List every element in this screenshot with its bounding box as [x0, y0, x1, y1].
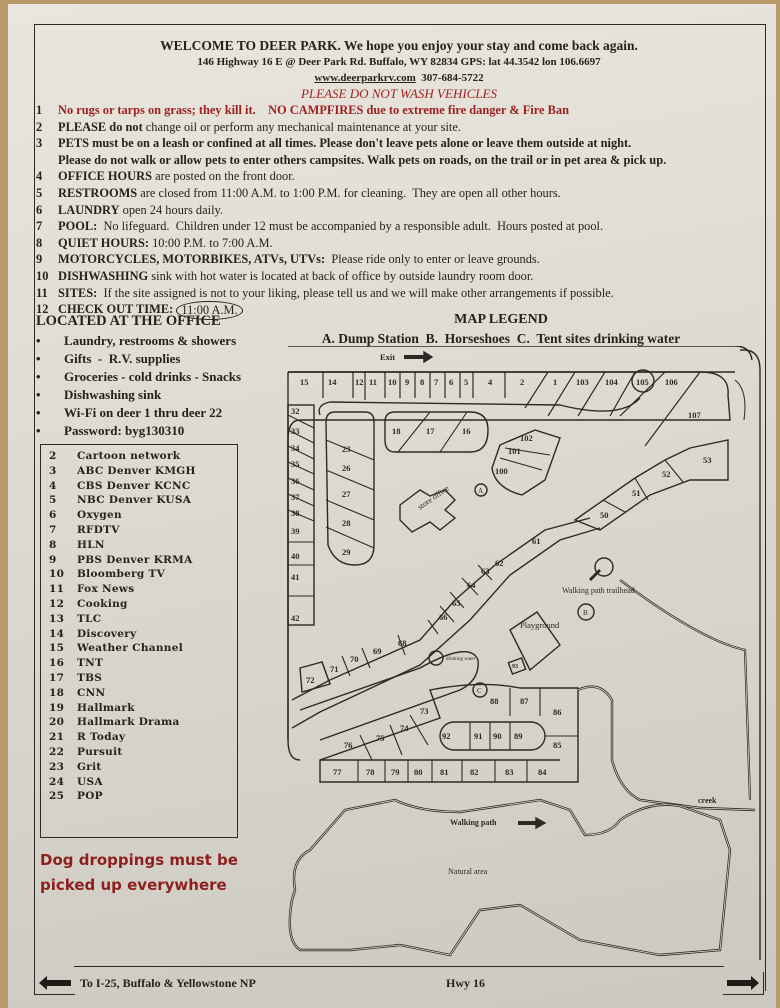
channel-number: 21 [49, 731, 65, 744]
channel-name: Cooking [77, 597, 128, 610]
contact-line [34, 72, 764, 84]
svg-text:34: 34 [291, 443, 300, 453]
tv-channel-row [41, 641, 237, 656]
rule-4: 4 OFFICE HOURS are posted on the front door. [36, 169, 295, 184]
channel-name: HLN [77, 538, 105, 551]
svg-text:8: 8 [420, 377, 425, 387]
rule-7: 7 POOL: No lifeguard. Children under 12 must be accompanied by a responsible adult. Hours posted at pool. [36, 219, 604, 234]
rule-9: 9 MOTORCYCLES, MOTORBIKES, ATVs, UTVs: Please ride only to enter or leave grounds. [36, 252, 540, 267]
svg-text:39: 39 [291, 526, 300, 536]
tv-channel-row [41, 715, 237, 730]
svg-text:92: 92 [442, 731, 451, 741]
walking-trailhead-label: Walking path trailhead [562, 586, 635, 595]
svg-text:81: 81 [440, 767, 449, 777]
rule-3: 3 PETS must be on a leash or confined at all times. Please don't leave pets alone or leave them outside at night. [36, 136, 632, 151]
bullet-icon: • [36, 369, 41, 384]
tv-channel-row [41, 627, 237, 642]
channel-name: NBC Denver KUSA [77, 494, 192, 507]
svg-text:85: 85 [553, 740, 562, 750]
svg-text:62: 62 [495, 558, 504, 568]
tv-channel-row [41, 567, 237, 582]
bullet-icon: • [36, 387, 41, 402]
walking-path-label: Walking path [450, 818, 497, 827]
office-item-password: • Password: byg130310 [36, 423, 185, 438]
svg-text:27: 27 [342, 489, 351, 499]
svg-text:82: 82 [470, 767, 479, 777]
map-legend [296, 312, 706, 347]
rule-11: 11 SITES: If the site assigned is not to your liking, please tell us and we will make other arrangements if possible. [36, 285, 614, 300]
channel-name: Discovery [77, 627, 137, 640]
channel-name: Grit [77, 760, 102, 773]
channel-name: RFDTV [77, 523, 120, 536]
channel-number: 10 [49, 568, 65, 581]
channel-number: 18 [49, 686, 65, 699]
address-line: 146 Highway 16 E @ Deer Park Rd. Buffalo, WY 82834 GPS: lat 44.3542 lon 106.6697 [197, 56, 601, 68]
bullet-icon: • [36, 405, 41, 420]
svg-text:11: 11 [369, 377, 378, 387]
svg-text:2: 2 [520, 377, 525, 387]
tv-channel-row [41, 612, 237, 627]
svg-text:73: 73 [420, 706, 429, 716]
svg-text:5: 5 [464, 377, 469, 387]
rule-1: 1 No rugs or tarps on grass; they kill it. NO CAMPFIRES due to extreme fire danger & Fire Ban [36, 103, 569, 117]
svg-text:1: 1 [553, 377, 558, 387]
svg-text:102: 102 [520, 433, 533, 443]
tv-channel-row [41, 671, 237, 686]
tv-channel-row [41, 464, 237, 479]
rule-10: 10 DISHWASHING sink with hot water is located at back of office by outside laundry room door. [36, 268, 534, 283]
svg-text:33: 33 [291, 426, 300, 436]
svg-text:106: 106 [665, 377, 678, 387]
svg-text:87: 87 [520, 696, 529, 706]
svg-text:15: 15 [300, 377, 309, 387]
channel-number: 23 [49, 760, 65, 773]
channel-name: Hallmark Drama [77, 716, 180, 729]
office-item: • Laundry, restrooms & showers [36, 333, 237, 348]
right-arrow-icon [723, 972, 764, 995]
legend-items: A. Dump Station B. Horseshoes C. Tent sites drinking water [321, 331, 681, 346]
svg-text:53: 53 [703, 455, 712, 465]
svg-text:78: 78 [366, 767, 375, 777]
tv-channel-row [41, 449, 237, 464]
svg-text:4: 4 [488, 377, 493, 387]
website-link[interactable]: www.deerparkrv.com [314, 72, 416, 84]
svg-text:37: 37 [291, 492, 300, 502]
channel-number: 13 [49, 612, 65, 625]
office-item: • Dishwashing sink [36, 387, 162, 402]
tv-channel-row [41, 775, 237, 790]
svg-text:38: 38 [291, 508, 300, 518]
channel-name: Weather Channel [77, 642, 184, 655]
channel-number: 5 [49, 494, 57, 507]
tv-channel-row [41, 789, 237, 804]
tv-channel-row [41, 745, 237, 760]
svg-text:52: 52 [662, 469, 671, 479]
dog-droppings-notice: Dog droppings must be picked up everywhere [40, 851, 238, 894]
channel-number: 17 [49, 671, 65, 684]
svg-text:80: 80 [414, 767, 423, 777]
svg-text:29: 29 [342, 547, 351, 557]
svg-text:41: 41 [291, 572, 300, 582]
channel-name: ABC Denver KMGH [77, 464, 196, 477]
svg-text:32: 32 [291, 406, 300, 416]
channel-number: 7 [49, 523, 57, 536]
svg-text:93: 93 [512, 664, 518, 670]
footer-left-label: To I-25, Buffalo & Yellowstone NP [80, 976, 256, 990]
tv-channel-row [41, 701, 237, 716]
svg-text:91: 91 [474, 731, 483, 741]
channel-number: 19 [49, 701, 65, 714]
channel-number: 16 [49, 657, 65, 670]
office-item-wifi: • Wi-Fi on deer 1 thru deer 22 [36, 405, 223, 420]
svg-text:71: 71 [330, 664, 339, 674]
channel-number: 14 [49, 627, 65, 640]
playground-label: Playground [520, 620, 560, 630]
channel-name: CNN [77, 686, 106, 699]
checkout-time-circled: 11:00 A.M. [176, 301, 242, 320]
svg-text:66: 66 [439, 612, 448, 622]
svg-text:42: 42 [291, 613, 300, 623]
channel-name: Fox News [77, 583, 135, 596]
svg-text:100: 100 [495, 466, 508, 476]
channel-number: 4 [49, 479, 57, 492]
rule-6: 6 LAUNDRY open 24 hours daily. [36, 202, 223, 217]
svg-text:6: 6 [449, 377, 454, 387]
tv-channel-row [41, 686, 237, 701]
svg-text:10: 10 [388, 377, 397, 387]
channel-number: 3 [49, 464, 57, 477]
svg-text:107: 107 [688, 410, 701, 420]
tv-channel-row [41, 597, 237, 612]
marker-a: A [478, 487, 484, 495]
natural-area-label: Natural area [448, 867, 488, 876]
creek-label: creek [698, 796, 717, 805]
svg-text:101: 101 [508, 446, 521, 456]
tv-channel-row [41, 493, 237, 508]
tv-channel-row [41, 523, 237, 538]
svg-text:84: 84 [538, 767, 547, 777]
svg-text:105: 105 [636, 377, 649, 387]
svg-text:26: 26 [342, 463, 351, 473]
office-item: • Gifts - R.V. supplies [36, 351, 181, 366]
svg-text:35: 35 [291, 459, 300, 469]
rules-list [36, 102, 756, 320]
channel-name: TBS [77, 671, 103, 684]
marker-b: B [583, 609, 588, 617]
svg-text:16: 16 [462, 426, 471, 436]
svg-text:70: 70 [350, 654, 359, 664]
channel-name: Bloomberg TV [77, 568, 166, 581]
channel-number: 15 [49, 642, 65, 655]
rule-2: 2 PLEASE do not change oil or perform any mechanical maintenance at your site. [36, 119, 461, 134]
channel-number: 2 [49, 450, 57, 462]
channel-number: 22 [49, 745, 65, 758]
office-amenities [36, 313, 286, 440]
svg-text:64: 64 [467, 580, 476, 590]
channel-name: PBS Denver KRMA [77, 553, 193, 566]
channel-number: 25 [49, 790, 65, 803]
svg-text:72: 72 [306, 675, 315, 685]
channel-name: POP [77, 790, 103, 803]
phone-number: 307-684-5722 [421, 72, 484, 84]
channel-name: Pursuit [77, 745, 123, 758]
channel-name: USA [77, 775, 103, 788]
tv-channel-row [41, 508, 237, 523]
svg-text:86: 86 [553, 707, 562, 717]
tv-channel-row [41, 553, 237, 568]
svg-text:103: 103 [576, 377, 589, 387]
svg-text:23: 23 [342, 444, 351, 454]
channel-name: CBS Denver KCNC [77, 479, 191, 492]
rule-3-continued: Please do not walk or allow pets to enter others campsites. Walk pets on roads, on the trail or in pet area & pick up. [58, 152, 667, 167]
channel-number: 24 [49, 775, 65, 788]
footer-highway [34, 966, 764, 1000]
channel-name: TLC [77, 612, 102, 625]
bullet-icon: • [36, 333, 41, 348]
channel-name: R Today [77, 731, 126, 744]
svg-text:63: 63 [481, 566, 490, 576]
bullet-icon: • [36, 351, 41, 366]
welcome-title: WELCOME TO DEER PARK. We hope you enjoy your stay and come back again. [160, 38, 638, 53]
svg-text:88: 88 [490, 696, 499, 706]
svg-text:28: 28 [342, 518, 351, 528]
svg-text:65: 65 [452, 598, 461, 608]
svg-text:76: 76 [344, 740, 353, 750]
wash-notice: PLEASE DO NOT WASH VEHICLES [300, 86, 497, 101]
tv-channel-row [41, 730, 237, 745]
tv-channel-row [41, 538, 237, 553]
rule-12: 12 CHECK OUT TIME: 11:00 A.M. [36, 301, 756, 320]
tv-channel-row [41, 760, 237, 775]
svg-text:69: 69 [373, 646, 382, 656]
svg-text:36: 36 [291, 476, 300, 486]
bullet-icon: • [36, 423, 41, 438]
svg-text:79: 79 [391, 767, 400, 777]
legend-title: MAP LEGEND [454, 312, 548, 327]
svg-text:18: 18 [392, 426, 401, 436]
svg-text:9: 9 [405, 377, 410, 387]
channel-name: TNT [77, 657, 104, 670]
channel-number: 6 [49, 509, 57, 522]
office-item: • Groceries - cold drinks - Snacks [36, 369, 242, 384]
svg-text:77: 77 [333, 767, 342, 777]
channel-number: 12 [49, 597, 65, 610]
svg-text:14: 14 [328, 377, 337, 387]
channel-name: Hallmark [77, 701, 135, 714]
tv-channel-list [40, 444, 238, 838]
svg-text:12: 12 [355, 377, 364, 387]
svg-text:90: 90 [493, 731, 502, 741]
svg-text:50: 50 [600, 510, 609, 520]
exit-label: Exit [380, 352, 396, 362]
svg-text:104: 104 [605, 377, 618, 387]
campground-map [282, 346, 762, 966]
channel-number: 8 [49, 538, 57, 551]
channel-name: Oxygen [77, 509, 122, 522]
svg-text:61: 61 [532, 536, 541, 546]
footer-center-label: Hwy 16 [446, 976, 485, 990]
channel-name: Cartoon network [77, 450, 181, 462]
svg-text:7: 7 [434, 377, 439, 387]
svg-text:40: 40 [291, 551, 300, 561]
svg-text:83: 83 [505, 767, 514, 777]
channel-number: 20 [49, 716, 65, 729]
rule-8: 8 QUIET HOURS: 10:00 P.M. to 7:00 A.M. [36, 235, 273, 250]
rule-5: 5 RESTROOMS are closed from 11:00 A.M. to 1:00 P.M. for cleaning. They are open all other hours. [36, 185, 561, 200]
office-title: LOCATED AT THE OFFICE [36, 313, 221, 329]
tv-channel-row [41, 582, 237, 597]
tv-channel-row [41, 479, 237, 494]
svg-text:89: 89 [514, 731, 523, 741]
svg-text:75: 75 [376, 733, 385, 743]
svg-text:51: 51 [632, 488, 641, 498]
marker-c: C [477, 687, 482, 695]
svg-text:68: 68 [398, 638, 407, 648]
drinking-water-label: drinking water [446, 657, 476, 662]
svg-text:74: 74 [400, 723, 409, 733]
left-arrow-icon [34, 972, 75, 995]
tv-channel-row [41, 656, 237, 671]
store-office-label: store office [415, 483, 451, 512]
channel-number: 11 [49, 583, 65, 596]
channel-number: 9 [49, 553, 57, 566]
svg-text:17: 17 [426, 426, 435, 436]
